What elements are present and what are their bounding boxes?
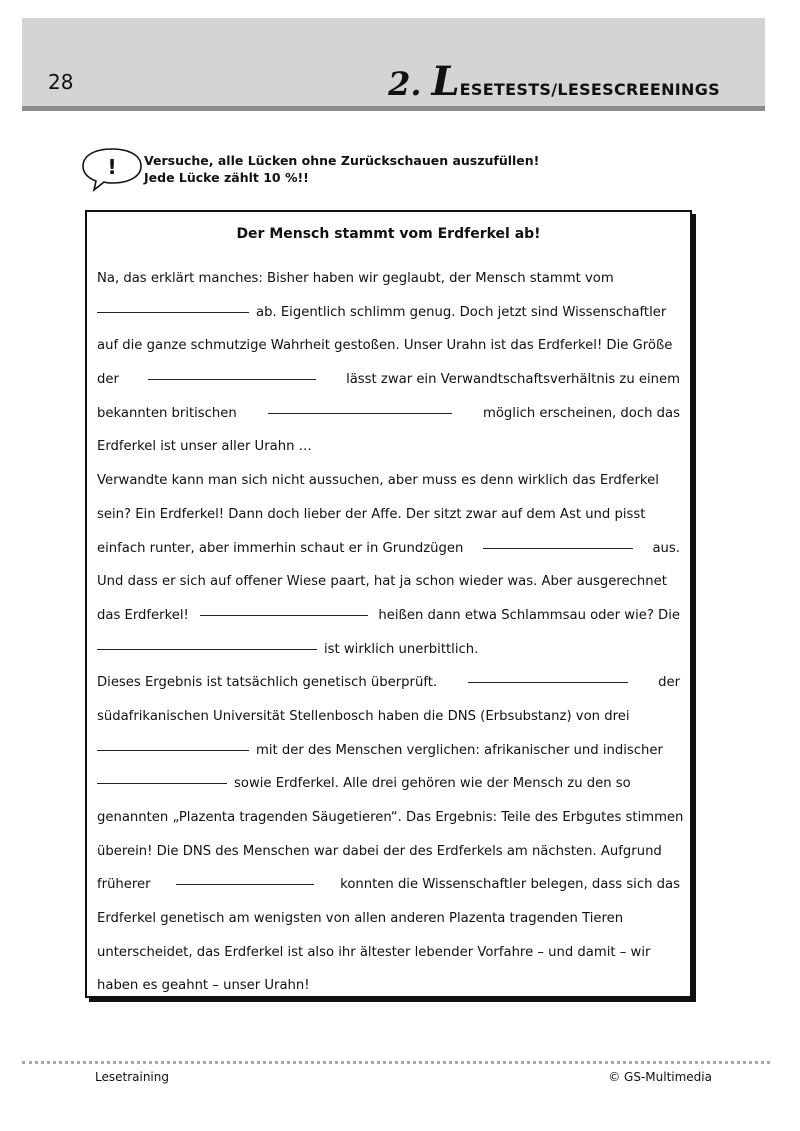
blank-2[interactable] (148, 379, 316, 380)
chapter-name: ESETESTS/LESESCREENINGS (459, 80, 720, 99)
text-line: bekannten britischen möglich erscheinen, doch das (97, 405, 680, 421)
text-card (85, 210, 692, 998)
text-line: das Erdferkel! heißen dann etwa Schlammsau oder wie? Die (97, 607, 680, 623)
text-line: auf die ganze schmutzige Wahrheit gestoßen. Unser Urahn ist das Erdferkel! Die Größe (97, 338, 673, 354)
instructions (144, 152, 539, 186)
instruction-line-2: Jede Lücke zählt 10 %!! (144, 170, 309, 185)
header-rule (22, 106, 765, 111)
chapter-number: 2. (388, 65, 422, 103)
blank-3[interactable] (268, 413, 452, 414)
text-line: genannten „Plazenta tragenden Säugetieren“. Das Ergebnis: Teile des Erbgutes stimmen (97, 810, 684, 825)
text-title: Der Mensch stammt vom Erdferkel ab! (236, 226, 541, 242)
text-line: ist wirklich unerbittlich. (97, 633, 680, 667)
text-line: haben es geahnt – unser Urahn! (97, 978, 310, 994)
page-number: 28 (48, 70, 74, 94)
chapter-title (388, 58, 720, 105)
blank-9[interactable] (97, 783, 227, 784)
text-line: südafrikanischen Universität Stellenbosch haben die DNS (Erbsubstanz) von drei (97, 708, 630, 724)
text-line: Erdferkel ist unser aller Urahn … (97, 439, 312, 455)
speech-bubble-icon (80, 146, 144, 192)
instruction-line-1: Versuche, alle Lücken ohne Zurückschauen auszufüllen! (144, 153, 540, 168)
blank-1[interactable] (97, 312, 249, 313)
text-line: sowie Erdferkel. Alle drei gehören wie der Mensch zu den so (97, 767, 680, 801)
text-line: der lässt zwar ein Verwandtschaftsverhältnis zu einem (97, 372, 680, 388)
text-line: Und dass er sich auf offener Wiese paart, hat ja schon wieder was. Aber ausgerechnet (97, 574, 667, 590)
blank-8[interactable] (97, 750, 249, 751)
text-line: Na, das erklärt manches: Bisher haben wir geglaubt, der Mensch stammt vom (97, 271, 614, 286)
text-line: sein? Ein Erdferkel! Dann doch lieber der Affe. Der sitzt zwar auf dem Ast und pisst (97, 506, 646, 522)
text-line: einfach runter, aber immerhin schaut er in Grundzügen aus. (97, 540, 680, 556)
text-line: überein! Die DNS des Menschen war dabei der des Erdferkels am nächsten. Aufgrund (97, 843, 662, 859)
blank-4[interactable] (483, 548, 633, 549)
text-line: unterscheidet, das Erdferkel ist also ihr ältester lebender Vorfahre – und damit – wir (97, 944, 651, 960)
blank-5[interactable] (200, 615, 368, 616)
chapter-initial: L (431, 58, 460, 105)
blank-7[interactable] (468, 682, 628, 683)
text-line: früherer konnten die Wissenschaftler belegen, dass sich das (97, 877, 680, 893)
footer-left: Lesetraining (95, 1070, 169, 1084)
text-line: Verwandte kann man sich nicht aussuchen, aber muss es denn wirklich das Erdferkel (97, 473, 659, 489)
footer-right: © GS-Multimedia (608, 1070, 712, 1084)
blank-6[interactable] (97, 649, 317, 650)
blank-10[interactable] (176, 884, 314, 885)
text-line: Erdferkel genetisch am wenigsten von allen anderen Plazenta tragenden Tieren (97, 911, 624, 927)
exclamation-glyph: ! (107, 155, 117, 179)
footer-divider (22, 1061, 770, 1064)
text-line: mit der des Menschen verglichen: afrikanischer und indischer (97, 734, 680, 768)
text-line: ab. Eigentlich schlimm genug. Doch jetzt sind Wissenschaftler (97, 296, 680, 330)
text-line: Dieses Ergebnis ist tatsächlich genetisch überprüft. der (97, 675, 680, 691)
